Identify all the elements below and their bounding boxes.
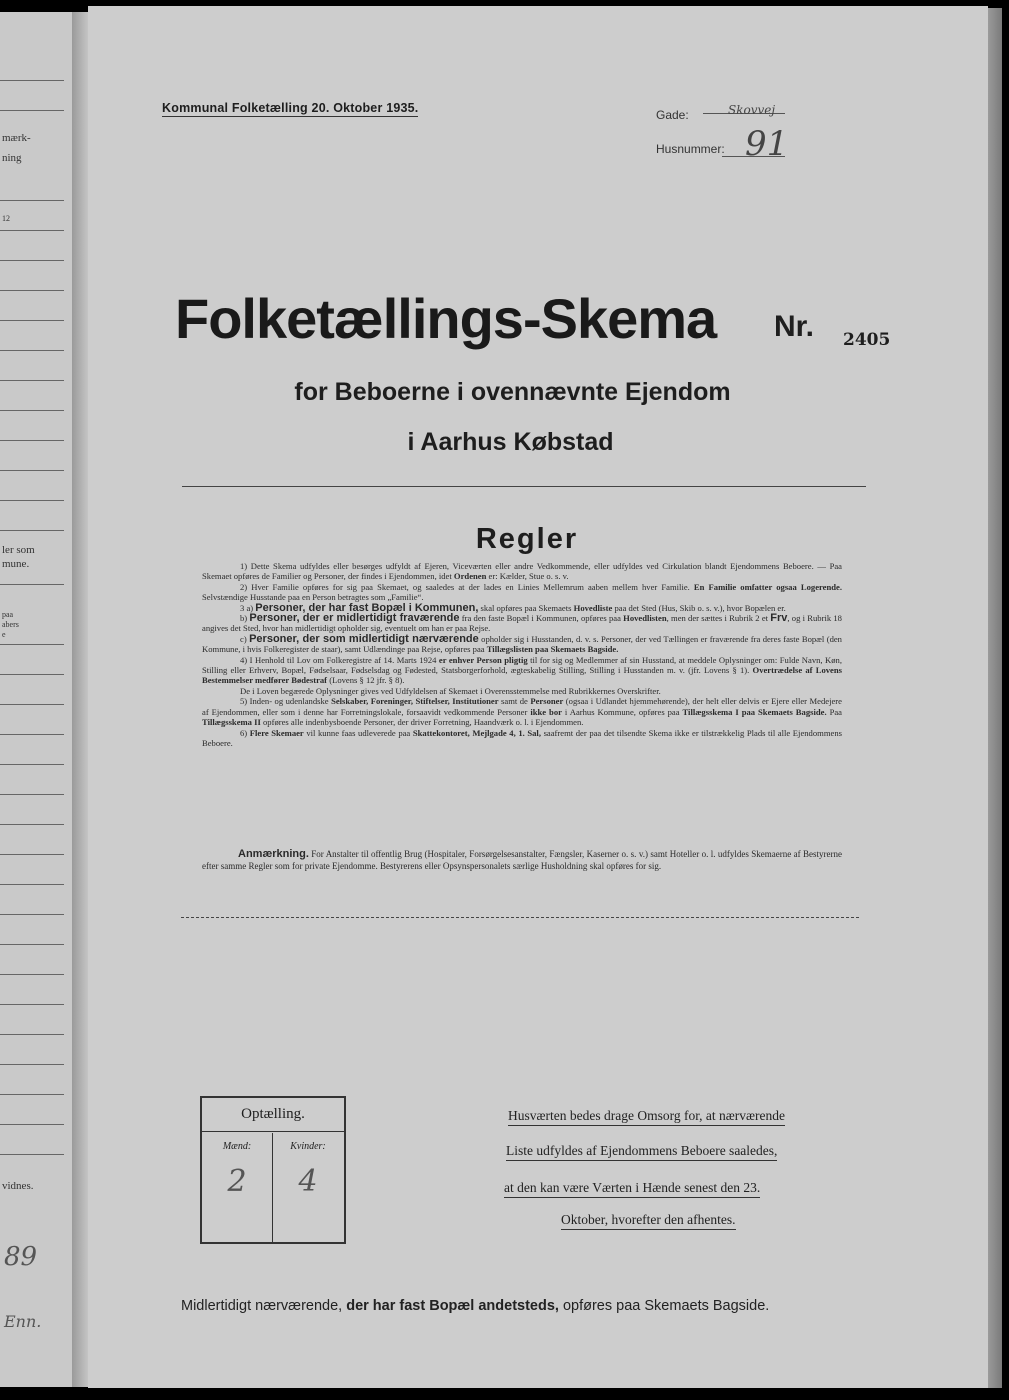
rule-4: 4) I Henhold til Lov om Folkeregistre af 14. Marts 1924 er enhver Person pligtig til for sig og Medlemmer af sin Husstand, at meddele Oplysninger om: Fulde Navn, Køn, Stilling eller Erhverv, Bopæl, Fødselsaar, Fødselsdag og Fødested, Statsborgerforhold, ægteskabelig Stilling, Stilling i Husstanden m. v. (jfr. Lovens § 1). Overtrædelse af Lovens Bestemmelser medfører Bødestraf (Lovens § 12 jfr. § 8). [202,654,842,686]
rule-5: 5) Inden- og udenlandske Selskaber, Foreninger, Stiftelser, Institutioner samt de Personer (ogsaa i Udlandet hjemmehørende), der helt eller delvis er Ejere eller Medejere af Ejendommen, eller som i denne har Forretningslokale, forsaavidt vedkommende Personer ikke bor i Aarhus Kommune, opføres paa Tillægsskema I paa Skemaets Bagside. Paa Tillægsskema II opføres alle indenbysboende Personer, der driver Forretning, Haandværk o. l. i Ejendommen. [202,696,842,728]
rule-3a: 3 a) Personer, der har fast Bopæl i Kommunen, skal opføres paa Skemaets Hovedliste paa det Sted (Hus, Skib o. s. v.), hvor Bopælen er. [240,601,786,614]
men-count: 2 [227,1164,247,1199]
women-column [272,1133,343,1242]
count-box [200,1096,346,1244]
left-fragment-text: mune. [2,558,30,570]
rules-heading: Regler [475,523,579,555]
landlord-note-line: at den kan være Værten i Hænde senest den 23. [504,1180,760,1198]
rule-3b: b) Personer, der er midlertidigt fraværende fra den faste Bopæl i Kommunen, opføres paa Hovedlisten, men der sættes i Rubrik 2 et Frv, og i Rubrik 18 angives det Sted, hvor han midlertidigt opholder sig, eventuelt om han er paa Rejse. [202,612,842,634]
remark-body: For Anstalter til offentlig Brug (Hospitaler, Forsørgelsesanstalter, Fængsler, Kaserner o. s. v.) samt Hoteller o. l. udfyldes Skemaerne af Bestyrerne efter samme Regler som for private Ejendomme. Bestyrerens eller Opsynspersonalets særlige Husholdning skal opføres for sig. [202,849,842,871]
footer-part: Midlertidigt nærværende, [181,1298,343,1314]
rule-4-note: De i Loven begærede Oplysninger gives ved Udfyldelsen af Skemaet i Overensstemmelse med Rubrikkernes Overskrifter. [240,685,661,696]
house-number-label: Husnummer: [656,142,725,156]
left-fragment-text: abers [2,620,19,629]
form-subtitle-city: i Aarhus Købstad [407,428,614,456]
women-label: Kvinder: [290,1141,326,1152]
divider-line [181,917,859,918]
count-box-title: Optælling. [202,1098,344,1132]
form-subtitle: for Beboerne i ovennævnte Ejendom [294,378,731,406]
left-page-fragment [0,12,78,1387]
street-label: Gade: [656,108,689,122]
men-label: Mænd: [222,1141,252,1152]
remark-label: Anmærkning. [238,848,309,860]
left-fragment-text: ning [2,152,22,164]
landlord-note-line: Oktober, hvorefter den afhentes. [561,1212,736,1230]
men-column [202,1133,272,1242]
left-fragment-text: mærk- [2,132,31,144]
left-fragment-text: 12 [2,214,10,223]
form-number-label: Nr. [774,310,815,343]
street-value: Skovvej [728,103,776,117]
footer-part: opføres paa Skemaets Bagside. [562,1298,770,1314]
rule-1: 1) Dette Skema udfyldes eller besørges udfyldt af Ejeren, Viceværten eller andre Vedkommende, eller udfyldes ved Cirkulation blandt Ejendommens Beboere. — Paa Skemaet opføres de Familier og Personer, der findes i Ejendommen, idet Ordenen er: Kælder, Stue o. s. v. [202,561,842,582]
left-handwriting: Enn. [4,1312,42,1331]
house-number-value: 91 [745,124,789,164]
left-fragment-text: ler som [2,544,35,556]
divider-line [182,486,866,487]
rule-3c: c) Personer, der som midlertidigt nærværende opholder sig i Husstanden, d. v. s. Personer, der ved Tællingen er fraværende fra deres faste Bopæl (den Kommune, i hvis Folkeregister de staar), samt Udlændinge paa Rejse, opføres paa Tillægslisten paa Skemaets Bagside. [202,632,842,655]
rule-6: 6) Flere Skemaer vil kunne faas udleverede paa Skattekontoret, Mejlgade 4, 1. Sal, saafremt der paa det tilsendte Skema ikke er tilstrækkelig Plads til alle Ejendommens Beboere. [202,727,842,748]
form-title: Folketællings-Skema [175,287,717,350]
women-count: 4 [298,1164,318,1199]
census-header-title: Kommunal Folketælling 20. Oktober 1935. [162,101,419,115]
form-number-value: 2405 [843,330,891,350]
left-fragment-text: vidnes. [2,1180,34,1192]
rule-2: 2) Hver Familie opføres for sig paa Skemaet, og saaledes at der lades en Linies Mellemrum aaben mellem hver Familie. En Familie omfatter ogsaa Logerende. Selvstændige Husstande paa en Person betragtes som „Familie“. [202,581,842,603]
rules-text [202,561,842,748]
left-fragment-text: paa [2,610,14,619]
left-handwriting: 89 [4,1242,38,1272]
landlord-note-line: Liste udfyldes af Ejendommens Beboere saaledes, [506,1143,777,1161]
landlord-note-line: Husværten bedes drage Omsorg for, at nærværende [508,1108,785,1126]
footer-emphasis: der har fast Bopæl andetsteds, [346,1298,559,1314]
left-fragment-text: e [2,630,6,639]
remark-text [202,849,842,872]
footer-note [181,1298,769,1314]
